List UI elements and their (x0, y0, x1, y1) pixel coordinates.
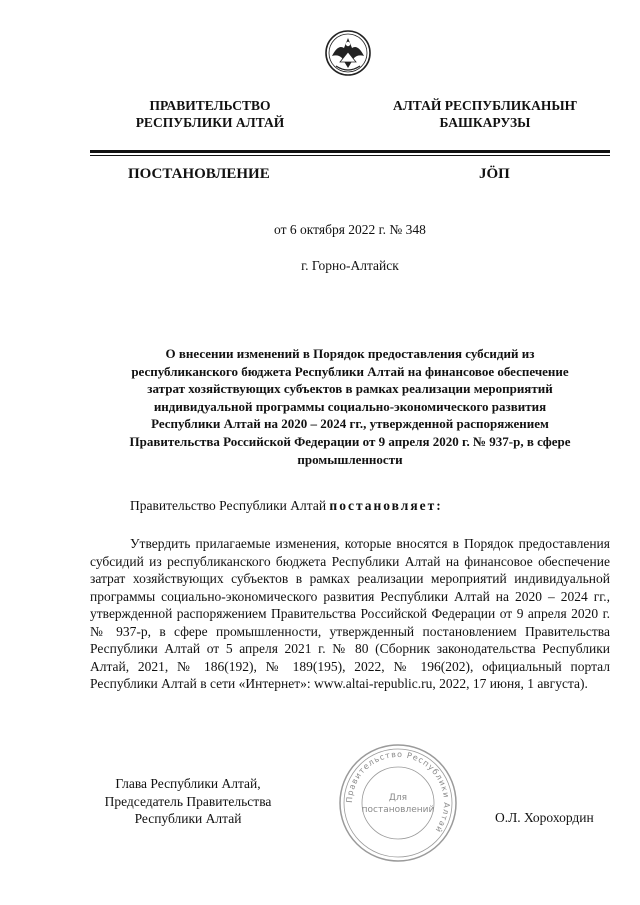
title-line: индивидуальной программы социально-экономического развития (153, 398, 547, 414)
body-paragraph: Утвердить прилагаемые изменения, которые вносятся в Порядок предоставления субсидий из республиканского бюджета Республики Алтай на финансовое обеспечение затрат хозяйствующих субъектов в рамках реализации мероприятий индивидуальной программы социально-экономического развития Республики Алтай на 2020 – 2024 гг., утвержденной распоряжением Правительства Российской Федерации от 9 апреля 2020 г. № 937-р, в сфере промышленности, утвержденный постановлением Правительства Республики Алтай от 5 апреля 2021 г. № 80 (Сборник законодательства Республики Алтай, 2021, № 186(192), № 189(195), 2022, № 196(202), официальный портал Республики Алтай в сети «Интернет»: www.altai-republic.ru, 2022, 17 июня, 1 августа). (90, 536, 610, 691)
seal-ring-text: Правительство Республики Алтай (344, 749, 452, 835)
document-title (90, 345, 610, 468)
header-left-line1: ПРАВИТЕЛЬСТВО (149, 98, 271, 113)
doc-type-altai: JÖП (479, 166, 510, 182)
signatory-name: О.Л. Хорохордин (495, 810, 594, 825)
seal-inner-line2: постановлений (361, 805, 435, 815)
date-number-line: от 6 октября 2022 г. № 348 (274, 222, 426, 237)
official-seal-icon (337, 742, 459, 864)
title-line: затрат хозяйствующих субъектов в рамках реализации мероприятий (147, 381, 553, 397)
header-divider-thick (90, 150, 610, 153)
header-left (110, 97, 310, 131)
signatory-line2: Председатель Правительства (104, 793, 272, 809)
intro-text: Правительство Республики Алтай (130, 498, 327, 513)
city-line: г. Горно-Алтайск (301, 258, 399, 273)
title-line: Республики Алтай на 2020 – 2024 гг., утвержденной распоряжением (151, 416, 549, 432)
header-right (365, 97, 605, 131)
header-left-line2: РЕСПУБЛИКИ АЛТАЙ (135, 115, 285, 130)
title-line: О внесении изменений в Порядок предоставления субсидий из (165, 346, 535, 361)
title-line: промышленности (297, 451, 403, 467)
signatory-line3: Республики Алтай (134, 811, 242, 826)
header-right-line2: БАШКАРУЗЫ (439, 115, 531, 130)
doc-type-russian: ПОСТАНОВЛЕНИЕ (128, 166, 270, 182)
header-right-line1: АЛТАЙ РЕСПУБЛИКАНЫҤ (392, 98, 578, 113)
signatory-title (88, 775, 288, 828)
intro-paragraph (130, 498, 443, 514)
republic-altai-emblem-icon (324, 26, 372, 80)
title-line: республиканского бюджета Республики Алтай на финансовое обеспечение (131, 363, 569, 379)
intro-resolves: постановляет: (329, 498, 443, 513)
seal-inner-line1: Для (388, 793, 408, 803)
header-divider-thin (90, 155, 610, 156)
title-line: Правительства Российской Федерации от 9 апреля 2020 г. № 937-р, в сфере (129, 433, 571, 449)
signatory-line1: Глава Республики Алтай, (115, 776, 261, 791)
